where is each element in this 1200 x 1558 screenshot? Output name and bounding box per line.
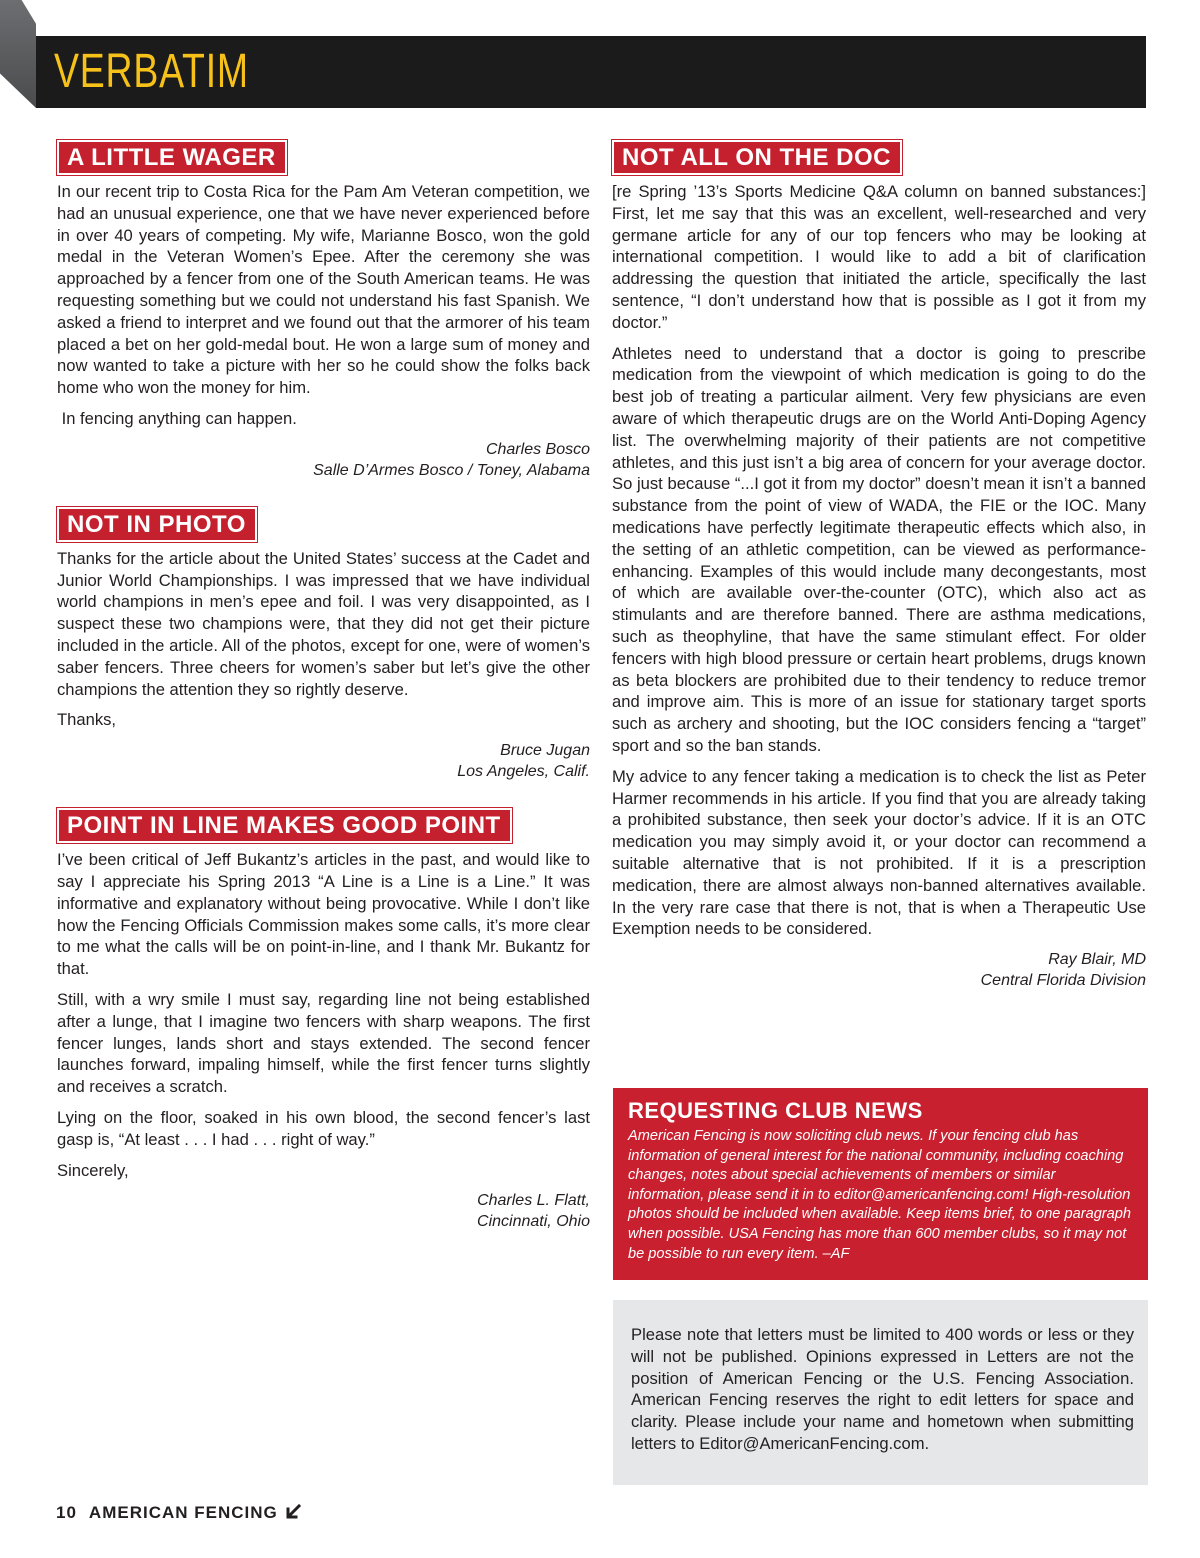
letter-body — [57, 181, 590, 430]
letter-heading: NOT ALL ON THE DOC — [612, 140, 902, 175]
page-number: 10 — [56, 1503, 77, 1522]
letter-heading: POINT IN LINE MAKES GOOD POINT — [57, 808, 512, 843]
letter-point-in-line — [57, 808, 590, 1232]
signature-name: Ray Blair, MD — [1048, 951, 1146, 969]
club-news-text: American Fencing is now soliciting club news. If your fencing club has information of general interest for the national community, including coaching changes, notes about special achievements of members or similar information, please send it in to editor@americanfencing.com! High-resolution photos should be included when available. Keep items brief, to one paragraph when possible. USA Fencing has more than 600 member clubs, so it may not be possible to run every item. –AF — [628, 1128, 1132, 1262]
signature-place: Los Angeles, Calif. — [457, 763, 590, 781]
letter-body — [612, 181, 1146, 940]
signature — [57, 740, 590, 782]
section-title: VERBATIM — [54, 45, 249, 98]
paragraph: Still, with a wry smile I must say, regarding line not being established after a lunge, that I imagine two fencers with sharp weapons. The first fencer lunges, lands short and stays extended. The second fencer launches forward, impaling himself, while the first fencer turns slightly and receives a scratch. — [57, 989, 590, 1097]
letter-heading: A LITTLE WAGER — [57, 140, 287, 175]
letter-body — [57, 548, 590, 731]
paragraph: In fencing anything can happen. — [57, 408, 297, 428]
letter-body — [57, 849, 590, 1181]
letter-not-all-on-the-doc — [612, 140, 1146, 991]
paragraph: Thanks for the article about the United States’ success at the Cadet and Junior World Championships. I was impressed that we have individual world champions in men’s epee and foil. I was very disappointed, as I suspect these two champions were, that they did not get their picture included in the article. All of the photos, except for one, were of women’s saber fencers. Three cheers for women’s saber but let’s give the other champions the attention they so rightly deserve. — [57, 548, 590, 699]
letters-policy-box — [613, 1300, 1148, 1485]
letter-little-wager — [57, 140, 590, 481]
publication-name: AMERICAN FENCING — [88, 1503, 278, 1522]
signature-place: Salle D’Armes Bosco / Toney, Alabama — [313, 461, 590, 479]
paragraph: Thanks, — [57, 710, 117, 730]
signature — [612, 949, 1146, 991]
paragraph: In our recent trip to Costa Rica for the Pam Am Veteran competition, we had an unusual experience, one that we have never experienced before in over 40 years of competing. My wife, Marianne Bosco, won the gold medal in the Veteran Women’s Epee. After the ceremony she was approached by a fencer from one of the South American teams. He was requesting something but we could not understand his fast Spanish. We asked a friend to interpret and we found out that the armorer of his team placed a bet on her gold-medal bout. He won a large sum of money and now wanted to take a picture with her so he could show the folks back home who won the money for him. — [57, 182, 590, 398]
letter-heading: NOT IN PHOTO — [57, 507, 257, 542]
paragraph: I’ve been critical of Jeff Bukantz’s articles in the past, and would like to say I appreciate his Spring 2013 “A Line is a Line is a Line.” It was informative and explanatory without being provocative. While I don’t like how the Fencing Officials Commission makes some calls, it’s more clear to me what the calls will be on point-in-line, and I thank Mr. Bukantz for that. — [57, 850, 590, 979]
arrow-down-left-icon — [284, 1503, 302, 1521]
paragraph: My advice to any fencer taking a medication is to check the list as Peter Harmer recommends in his article. If you find that you are already taking a prohibited substance, then seek your doctor’s advice. If it is an OTC medication you may simply avoid it, or your doctor can recommend a suitable alternative that is not prohibited. If it is a prescription medication, there are almost always non-banned alternatives available. In the very rare case that there is not, that is when a Therapeutic Use Exemption needs to be considered. — [612, 766, 1146, 939]
club-news-box — [613, 1088, 1148, 1280]
left-column — [57, 140, 590, 1258]
signature-name: Bruce Jugan — [500, 742, 590, 760]
section-header — [36, 36, 1146, 108]
right-column — [612, 140, 1146, 1017]
signature-place: Cincinnati, Ohio — [477, 1213, 590, 1231]
club-news-title: REQUESTING CLUB NEWS — [628, 1098, 923, 1123]
corner-tab — [0, 0, 36, 108]
paragraph: Athletes need to understand that a doctor is going to prescribe medication from the viewpoint of which medication is going to do the best job of treating a particular ailment. Very few physicians are even aware of which therapeutic drugs are on the World Anti-Doping Agency list. The overwhelming majority of their patients are not competitive athletes, and this just isn’t a big area of concern for your average doctor. So just because “...I got it from my doctor” doesn’t mean it isn’t a banned substance from the point of view of WADA, the FIE or the IOC. Many medications have perfectly legitimate therapeutic effects which also, in the setting of an athletic competition, can be viewed as performance-enhancing. Examples of this would include many decongestants, most of which are available over-the-counter (OTC), which also act as stimulants and are therefore banned. There are asthma medications, such as theophyline, that have the same stimulant effect. For older fencers with high blood pressure or certain heart problems, drugs known as beta blockers are prohibited due to their tendency to reduce tremor and improve aim. This is more of an issue for stationary target sports such as archery and shooting, but the IOC considers fencing a “target” sport and so the ban stands. — [612, 343, 1146, 755]
signature-name: Charles L. Flatt, — [477, 1192, 590, 1210]
signature — [57, 439, 590, 481]
paragraph: Sincerely, — [57, 1160, 129, 1180]
signature-name: Charles Bosco — [485, 440, 590, 458]
page-footer — [56, 1503, 302, 1523]
paragraph: Lying on the floor, soaked in his own blood, the second fencer’s last gasp is, “At least . . . I had . . . right of way.” — [57, 1107, 590, 1149]
signature — [57, 1190, 590, 1232]
paragraph: [re Spring ’13’s Sports Medicine Q&A column on banned substances:] First, let me say that this was an excellent, well-researched and very germane article for any of our top fencers who may be looking at international competition. I would like to add a bit of clarification addressing the question that initiated the article, specifically the last sentence, “I don’t understand how that is possible as I got it from my doctor.” — [612, 182, 1146, 332]
letter-not-in-photo — [57, 507, 590, 782]
signature-place: Central Florida Division — [980, 972, 1146, 990]
letters-policy-text: Please note that letters must be limited to 400 words or less or they will not be published. Opinions expressed in Letters are not the position of American Fencing or the U.S. Fencing Association. American Fencing reserves the right to edit letters for space and clarity. Please include your name and hometown when submitting letters to Editor@AmericanFencing.com. — [631, 1325, 1134, 1453]
